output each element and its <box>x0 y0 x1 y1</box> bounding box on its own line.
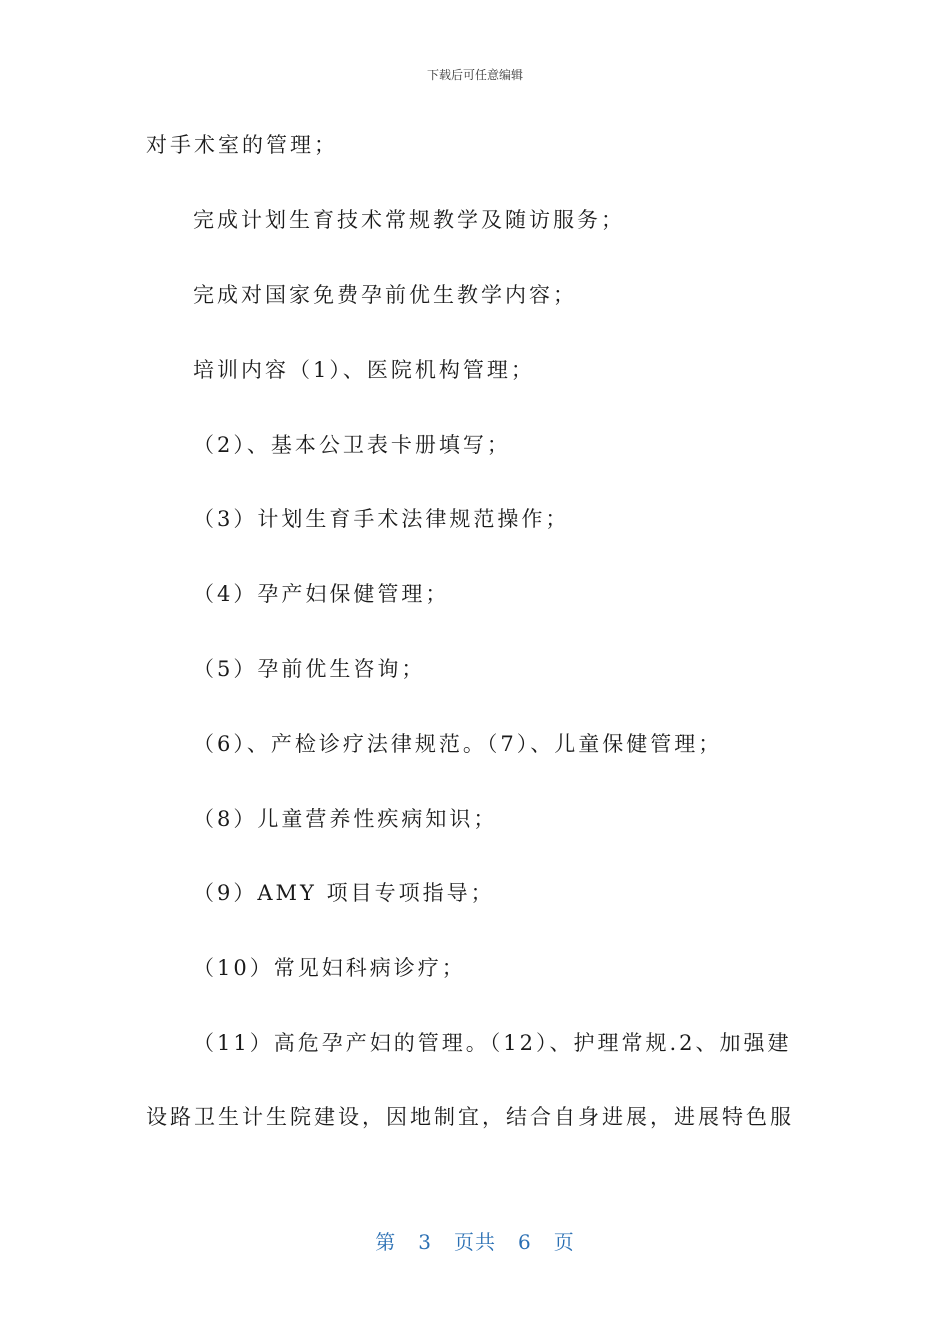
body-line: 完成计划生育技术常规教学及随访服务； <box>193 208 625 232</box>
footer-total-pages: 6 <box>518 1230 532 1254</box>
body-line: （9）AMY 项目专项指导； <box>193 881 495 905</box>
body-line: （10）常见妇科病诊疗； <box>193 956 466 980</box>
body-line: 设路卫生计生院建设，因地制宜，结合自身进展，进展特色服 <box>146 1105 794 1129</box>
body-line: （4）孕产妇保健管理； <box>193 582 450 606</box>
footer-prefix: 第 <box>375 1230 397 1254</box>
page-header-note: 下载后可任意编辑 <box>426 68 523 82</box>
footer-middle: 页共 <box>454 1230 496 1254</box>
body-line: （8）儿童营养性疾病知识； <box>193 807 498 831</box>
body-line: （5）孕前优生咨询； <box>193 657 426 681</box>
body-line: （2）、基本公卫表卡册填写； <box>193 433 511 457</box>
page-footer <box>0 1226 950 1255</box>
body-line: 完成对国家免费孕前优生教学内容； <box>193 283 577 307</box>
footer-suffix: 页 <box>553 1230 575 1254</box>
body-line: 对手术室的管理； <box>146 133 338 157</box>
body-line: （3）计划生育手术法律规范操作； <box>193 507 570 531</box>
body-line: （11）高危孕产妇的管理。（12）、护理常规.2、加强建 <box>193 1031 792 1055</box>
footer-current-page: 3 <box>418 1230 432 1254</box>
body-line: 培训内容（1）、医院机构管理； <box>193 358 535 382</box>
body-line: （6）、产检诊疗法律规范。（7）、儿童保健管理； <box>193 732 723 756</box>
